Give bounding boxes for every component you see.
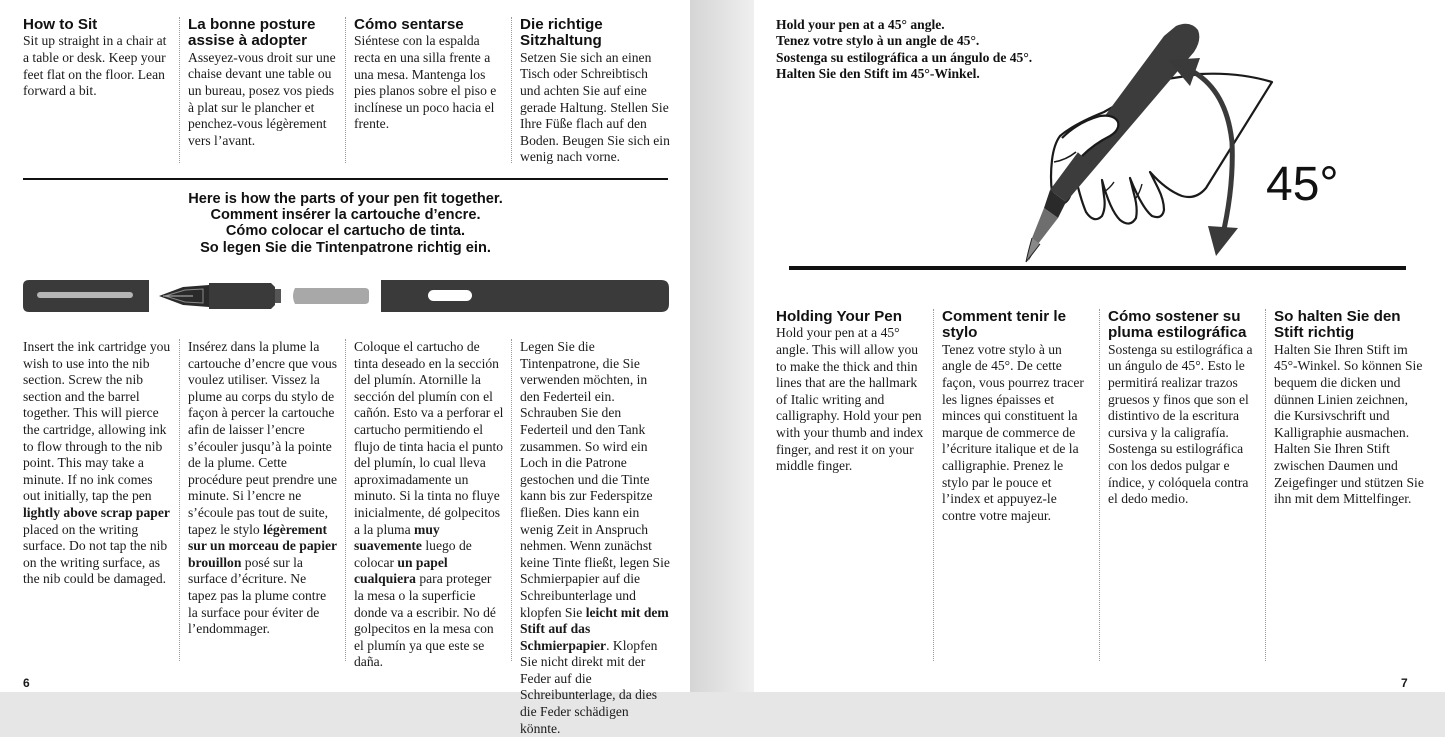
- ink-bold-fr: légèrement sur un morceau de papier brouillon: [188, 521, 337, 570]
- angle-line-de: Halten Sie den Stift im 45°-Winkel.: [776, 66, 980, 82]
- column-divider: [1099, 309, 1100, 661]
- sit-column-es: [354, 17, 504, 133]
- sit-column-de: [520, 17, 670, 166]
- page-gutter: [690, 0, 754, 692]
- ink-cartridge: [293, 288, 369, 304]
- sit-title-de: Die richtige Sitzhaltung: [520, 16, 603, 50]
- ink-text-es-3: para proteger la mesa o la superficie donde va a escribir. No dé golpecitos en la mesa con el plumín ya que este se daña.: [354, 571, 496, 670]
- hold-body-de: Halten Sie Ihren Stift im 45°-Winkel. So können Sie bequem die dicken und dünnen Linien zeichnen, die Kursivschrift und Kalligraphie ausmachen. Halten Sie Ihren Stift zwischen Daumen und Zeigefinger und stützen Sie ihn mit dem Mittelfinger.: [1274, 341, 1424, 507]
- column-divider: [511, 17, 512, 163]
- sit-column-en: [23, 17, 173, 100]
- sit-body-fr: Asseyez-vous droit sur une chaise devant une table ou un bureau, posez vos pieds à plat sur le plancher et penchez-vous légèrement vers l’avant.: [188, 49, 336, 148]
- angle-arc: [1186, 68, 1232, 238]
- hold-column-de: [1274, 309, 1426, 508]
- sit-column-fr: [188, 17, 338, 149]
- column-divider: [345, 17, 346, 163]
- hold-title-es: Cómo sostener su pluma estilográfica: [1108, 308, 1247, 342]
- hold-body-en: Hold your pen at a 45° angle. This will allow you to make the thick and thin lines that are the hallmark of Italic writing and calligraphy. Hold your pen with your thumb and index finger, and rest it on your middle finger.: [776, 325, 924, 474]
- column-divider: [179, 339, 180, 661]
- column-divider: [1265, 309, 1266, 661]
- assembly-heading-fr: Comment insérer la cartouche d’encre.: [210, 207, 481, 224]
- assembly-heading-es: Cómo colocar el cartucho de tinta.: [225, 223, 466, 240]
- ink-text-es-2: luego de colocar: [354, 538, 472, 570]
- page-number-right: 7: [1401, 676, 1408, 690]
- ink-column-en: [23, 339, 173, 588]
- hold-body-es: Sostenga su estilográfica a un ángulo de 45°. Esto le permitirá realizar trazos gruesos y finos que son el distintivo de la escritura cursiva y la caligrafía. Sostenga su estilográfica con los dedos pulgar e índice, y colóquela contra el dedo medio.: [1108, 341, 1253, 507]
- hold-title-en: Holding Your Pen: [776, 308, 903, 325]
- left-page: [0, 0, 690, 736]
- ink-text-en: Insert the ink cartridge you wish to use into the nib section. Screw the nib section and the barrel together. This will pierce the cartridge, allowing ink to flow through to the nib point. This may take a minute. If no ink comes out initially, tap the pen: [23, 339, 171, 504]
- ink-column-de: [520, 339, 670, 737]
- column-divider: [345, 339, 346, 661]
- section-divider: [23, 178, 668, 180]
- ink-column-es: [354, 339, 504, 671]
- ink-bold-es: muy suavemente: [354, 521, 440, 554]
- ink-text-fr-2: posé sur la surface d’écriture. Ne tapez pas la plume contre la surface pour éviter de l’endommager.: [188, 554, 327, 637]
- arc-arrowhead-bottom: [1208, 226, 1238, 256]
- sit-body-de: Setzen Sie sich an einen Tisch oder Schreibtisch und achten Sie auf eine gerade Haltung. Stellen Sie Ihre Füße flach auf den Boden. Beugen Sie sich ein wenig nach vorne.: [520, 49, 670, 165]
- column-divider: [179, 17, 180, 163]
- ink-text-es: Coloque el cartucho de tinta deseado en la sección del plumín. Atornille la sección del plumín con el cañón. Esto va a perforar el cartucho permitiendo el flujo de tinta hacia el punto del plumín, lo cual lleva aproximadamente un minuto. Si la tinta no fluye inicialmente, dé golpecitos a la pluma: [354, 339, 504, 537]
- hold-column-en: [776, 309, 926, 475]
- ink-text-en-2: placed on the writing surface. Do not tap the nib on the writing surface, as the nib could be damaged.: [23, 521, 168, 587]
- page-number-left: 6: [23, 676, 30, 690]
- pen-parts-illustration: [23, 277, 670, 315]
- assembly-heading-en: Here is how the parts of your pen fit together.: [188, 191, 503, 207]
- ink-column-fr: [188, 339, 338, 638]
- baseline-rule: [789, 266, 1406, 270]
- sit-body-es: Siéntese con la espalda recta en una silla frente a una mesa. Mantenga los pies planos sobre el piso e inclínese un poco hacia el frente.: [354, 33, 497, 132]
- column-divider: [933, 309, 934, 661]
- ink-text-de-2: . Klopfen Sie nicht direkt mit der Feder auf die Schreibunterlage, da dies die Feder schädigen könnte.: [520, 637, 658, 736]
- assembly-heading: [23, 191, 668, 256]
- angle-line-es: Sostenga su estilográfica a un ángulo de 45°.: [776, 49, 1033, 65]
- nib-section: [159, 283, 281, 309]
- sit-title-es: Cómo sentarse: [354, 16, 464, 33]
- assembly-heading-de: So legen Sie die Tintenpatrone richtig ein.: [200, 239, 491, 256]
- sit-title-fr: La bonne posture assise à adopter: [188, 16, 316, 50]
- sit-title-en: How to Sit: [23, 16, 98, 33]
- right-page: [754, 0, 1445, 692]
- ink-bold-en: lightly above scrap paper: [23, 504, 170, 520]
- angle-line-fr: Tenez votre stylo à un angle de 45°.: [776, 33, 980, 49]
- sit-body-en: Sit up straight in a chair at a table or desk. Keep your feet flat on the floor. Lean forward a bit.: [23, 33, 167, 99]
- ink-bold-es-2: un papel cualquiera: [354, 554, 448, 587]
- column-divider: [511, 339, 512, 661]
- hold-body-fr: Tenez votre stylo à un angle de 45°. De cette façon, vous pourrez tracer les lignes épaisses et minces qui constituent la marque de commerce de l’écriture italique et de la calligraphie. Prenez le stylo par le pouce et l’index et appuyez-le contre votre majeur.: [942, 341, 1084, 523]
- angle-label: 45°: [1266, 158, 1339, 211]
- pen-barrel: [381, 280, 669, 312]
- ink-bold-de: leicht mit dem Stift auf das Schmierpapier: [520, 604, 669, 653]
- pen-cap: [23, 280, 149, 312]
- hand-holding-pen-illustration: [954, 12, 1414, 274]
- ink-text-fr: Insérez dans la plume la cartouche d’encre que vous voulez utiliser. Vissez la plume au corps du stylo de façon à percer la cartouche afin de laisser l’encre s’écouler jusqu’à la pointe de la plume. Cette procédure peut prendre une minute. Si l’encre ne s’écoule pas tout de suite, tapez le stylo: [188, 339, 338, 537]
- hold-title-fr: Comment tenir le stylo: [942, 308, 1067, 342]
- ink-text-de: Legen Sie die Tintenpatrone, die Sie verwenden möchten, in den Federteil ein. Schrauben Sie den Federteil und den Tank zusammen. So wird ein Loch in die Patrone gestochen und die Tinte kann bis zur Federspitze fließen. Dies kann ein wenig Zeit in Anspruch nehmen. Wenn zunächst keine Tinte fließt, legen Sie Schmierpapier auf die Schreibunterlage und klopfen Sie: [520, 339, 670, 620]
- angle-line-en: Hold your pen at a 45° angle.: [776, 17, 945, 32]
- hold-column-es: [1108, 309, 1258, 508]
- hold-column-fr: [942, 309, 1092, 524]
- hold-title-de: So halten Sie den Stift richtig: [1274, 308, 1401, 342]
